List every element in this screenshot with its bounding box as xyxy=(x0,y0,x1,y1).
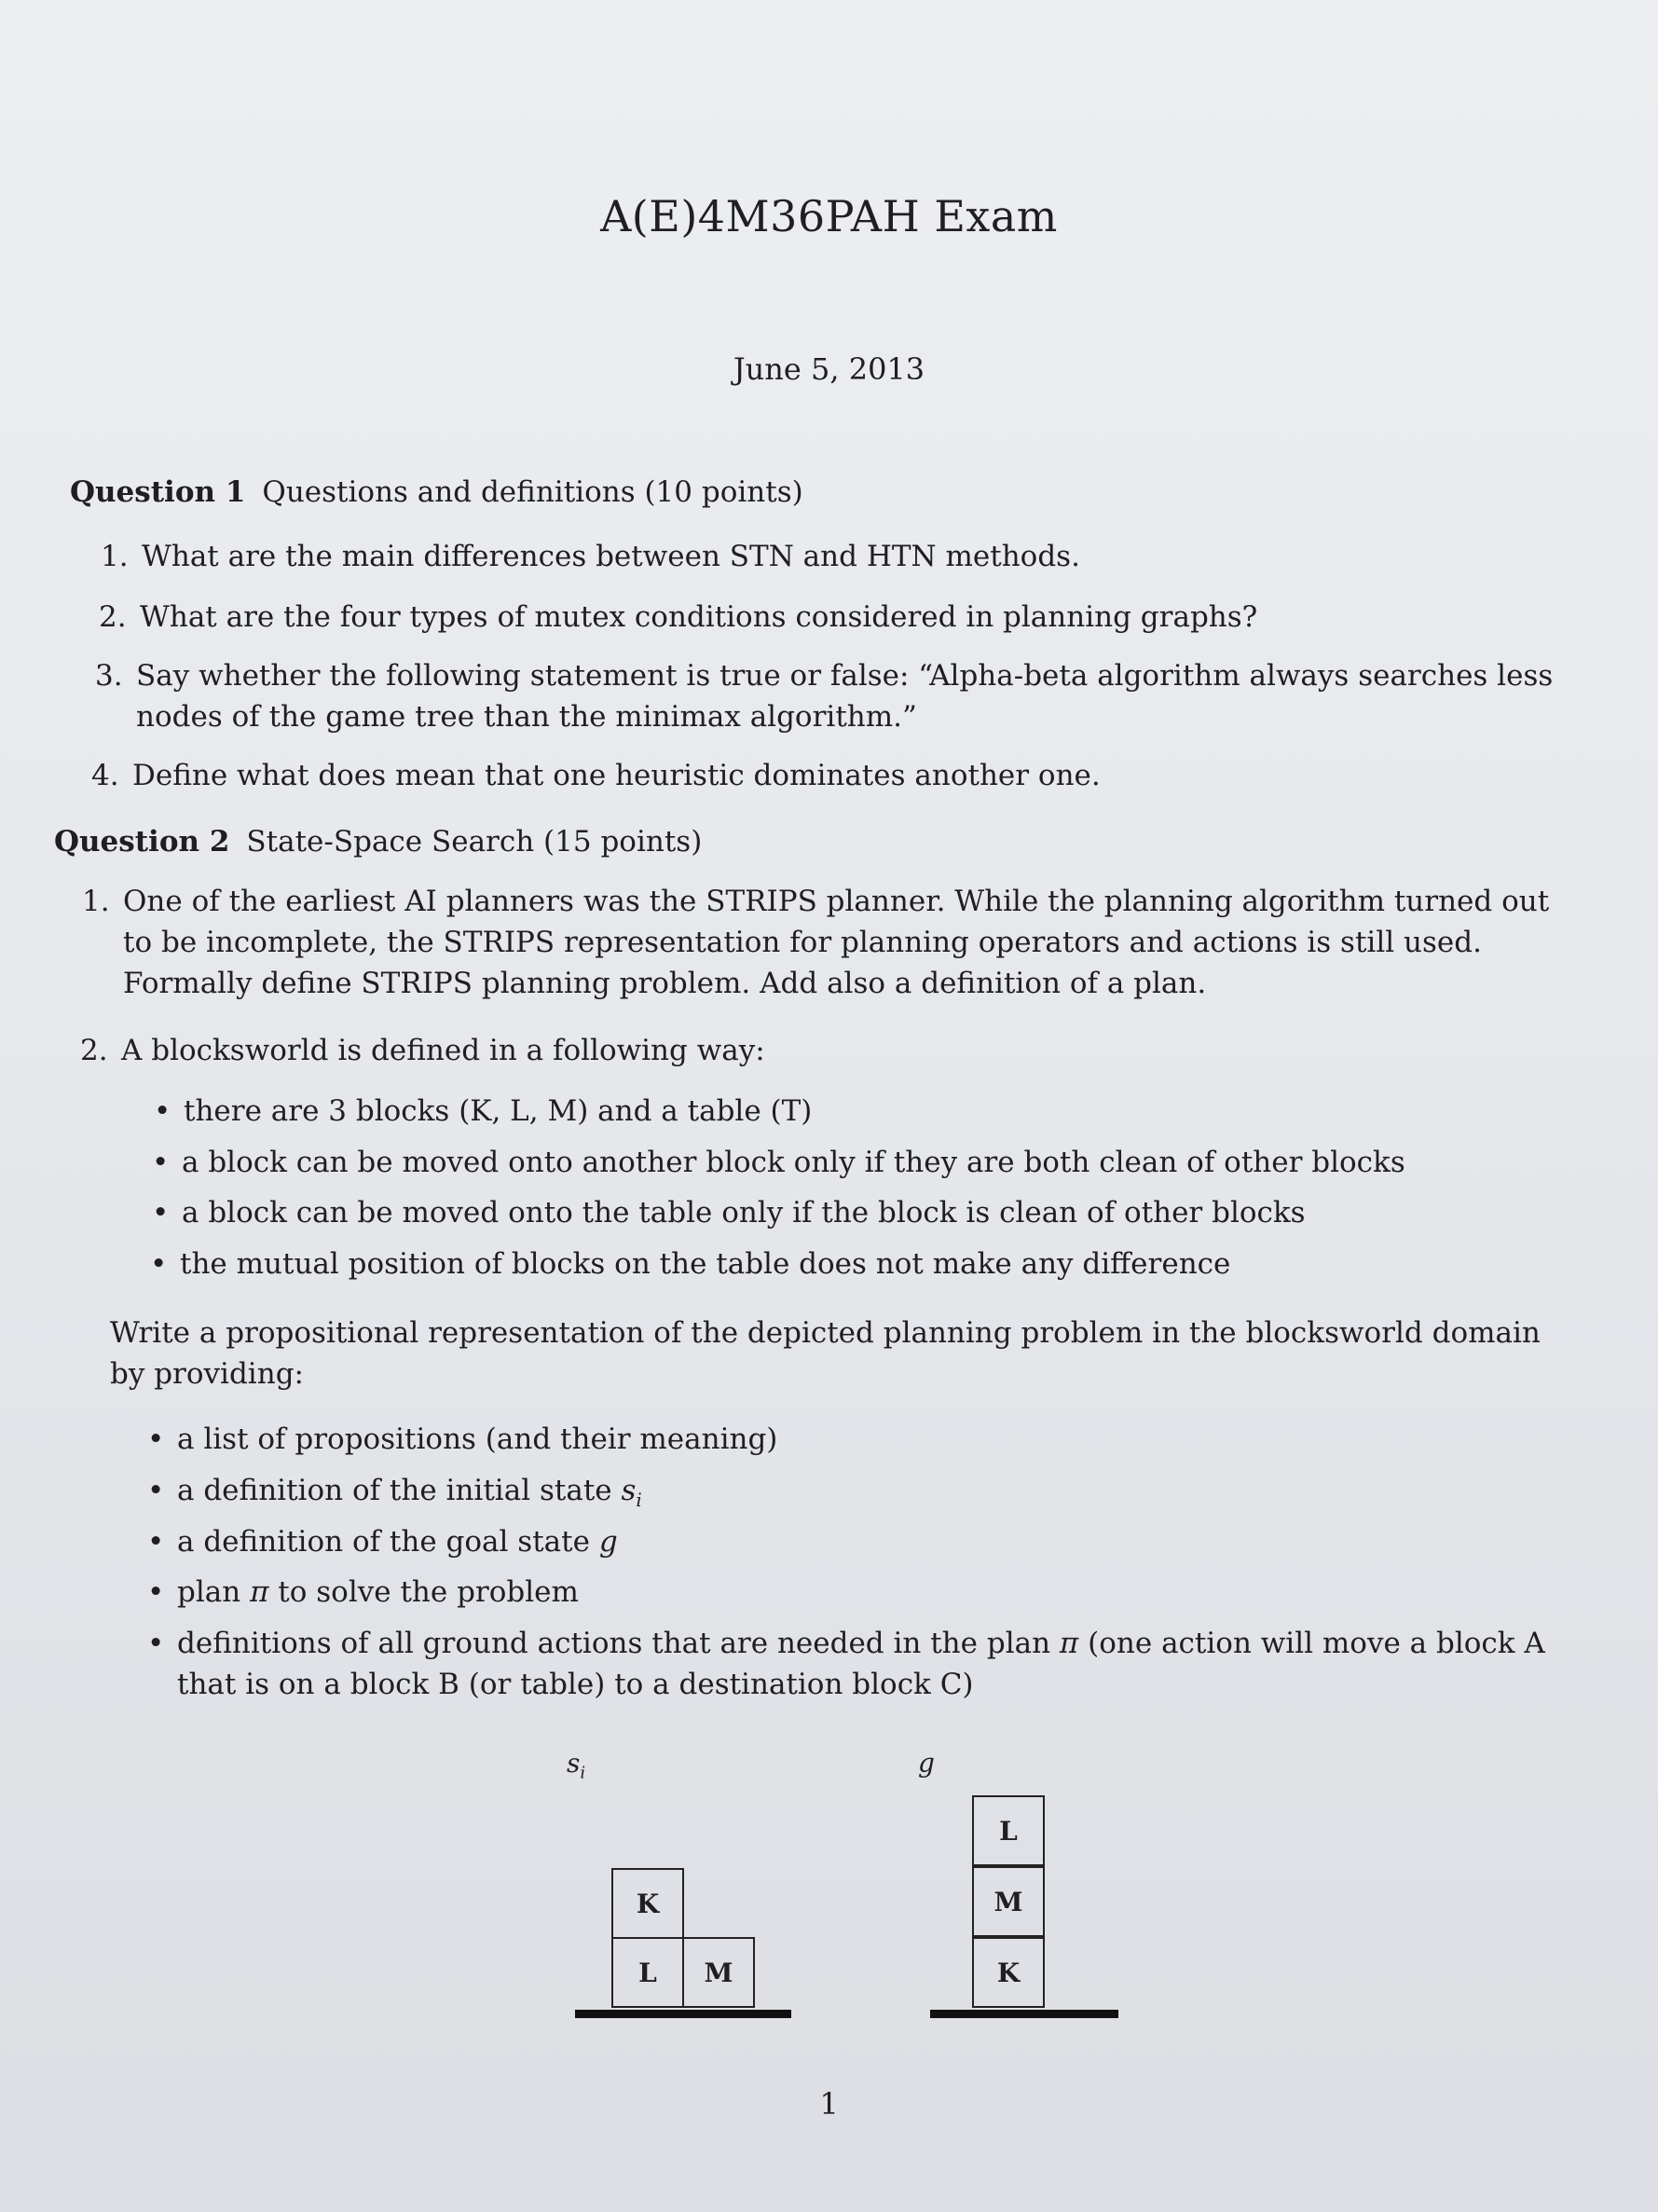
bullet-icon: • xyxy=(150,1247,168,1281)
rule-item xyxy=(150,1243,1501,1285)
exam-date: June 5, 2013 xyxy=(733,351,925,387)
bullet-icon: • xyxy=(147,1575,165,1609)
q1-item-3 xyxy=(95,655,1558,737)
q2-item-1 xyxy=(82,881,1573,1004)
task-item xyxy=(147,1419,1564,1460)
bullet-icon: • xyxy=(147,1422,165,1456)
page-number: 1 xyxy=(819,2086,839,2122)
table-initial xyxy=(575,2010,791,2018)
task-text: a definition of the goal state g xyxy=(177,1525,618,1559)
rule-item xyxy=(152,1142,1503,1183)
bullet-icon: • xyxy=(147,1474,165,1507)
task-text: definitions of all ground actions that are needed in the plan π (one action will move a block A that is on a block B (or table) to a destination block C) xyxy=(177,1627,1545,1701)
rule-item xyxy=(152,1192,1503,1233)
goal-state-label: g xyxy=(918,1748,935,1779)
initial-state-symbol: s xyxy=(621,1474,637,1507)
q2-item-1-text: One of the earliest AI planners was the STRIPS planner. While the planning algorithm turned out to be incomplete, the STRIPS representation for planning operators and actions is still used. Formally define STRIPS planning problem. Add also a definition of a plan. xyxy=(123,885,1550,1000)
q1-item-4-text: Define what does mean that one heuristic dominates another one. xyxy=(132,759,1101,792)
q1-item-4 xyxy=(91,755,1545,796)
task-item xyxy=(147,1623,1583,1705)
q1-item-2-text: What are the four types of mutex conditions considered in planning graphs? xyxy=(140,600,1258,634)
rule-text: a block can be moved onto another block only if they are both clean of other blocks xyxy=(182,1146,1405,1179)
q1-item-1 xyxy=(101,536,1555,577)
question-1-label: Question 1 xyxy=(70,475,246,509)
table-goal xyxy=(930,2010,1118,2018)
initial-state-label: $s_i$ xyxy=(567,1748,586,1783)
rule-text: the mutual position of blocks on the table does not make any difference xyxy=(180,1247,1231,1281)
block-k-initial: K xyxy=(611,1868,684,1939)
q1-item-2-number: 2. xyxy=(99,600,127,634)
question-2-label: Question 2 xyxy=(54,825,230,859)
rule-text: there are 3 blocks (K, L, M) and a table (T) xyxy=(184,1094,813,1128)
question-1-title: Questions and definitions (10 points) xyxy=(262,475,803,509)
q2-item-2-text: A blocksworld is defined in a following way: xyxy=(121,1034,765,1067)
task-item xyxy=(147,1572,1564,1613)
block-l-goal: L xyxy=(972,1795,1045,1866)
task-item xyxy=(147,1470,1564,1520)
question-2-heading xyxy=(54,825,702,859)
question-1-heading xyxy=(70,475,803,509)
rule-text: a block can be moved onto the table only if the block is clean of other blocks xyxy=(182,1196,1306,1230)
bullet-icon: • xyxy=(147,1525,165,1559)
question-2-title: State-Space Search (15 points) xyxy=(246,825,703,859)
q1-item-3-number: 3. xyxy=(95,659,123,693)
q1-item-1-text: What are the main differences between STN and HTN methods. xyxy=(142,540,1080,573)
task-text: a definition of the initial state $s_i$ xyxy=(177,1474,642,1512)
plan-symbol: π xyxy=(250,1575,269,1609)
rule-item xyxy=(154,1091,1505,1132)
task-text: plan π to solve the problem xyxy=(177,1575,579,1609)
bullet-icon: • xyxy=(152,1196,170,1230)
q2-item-2 xyxy=(80,1030,1534,1071)
bullet-icon: • xyxy=(154,1094,171,1128)
exam-title: A(E)4M36PAH Exam xyxy=(600,191,1058,241)
task-text: a list of propositions (and their meaning) xyxy=(177,1422,778,1456)
plan-symbol: π xyxy=(1059,1627,1079,1660)
bullet-icon: • xyxy=(152,1146,170,1179)
block-m-initial: M xyxy=(682,1937,755,2008)
block-k-goal: K xyxy=(972,1937,1045,2008)
q1-item-4-number: 4. xyxy=(91,759,119,792)
q1-item-2 xyxy=(99,597,1553,638)
instruction-paragraph: Write a propositional representation of the depicted planning problem in the blocksworld domain by providing: xyxy=(110,1316,1541,1391)
q2-item-1-number: 1. xyxy=(82,885,110,918)
block-l-initial: L xyxy=(611,1937,684,2008)
q1-item-3-text: Say whether the following statement is true or false: “Alpha-beta algorithm always searches less nodes of the game tree than the minimax algorithm.” xyxy=(136,659,1554,734)
q1-item-1-number: 1. xyxy=(101,540,129,573)
q2-item-2-number: 2. xyxy=(80,1034,108,1067)
block-m-goal: M xyxy=(972,1866,1045,1937)
goal-state-symbol: g xyxy=(598,1525,618,1559)
task-item xyxy=(147,1521,1564,1562)
bullet-icon: • xyxy=(147,1627,165,1660)
